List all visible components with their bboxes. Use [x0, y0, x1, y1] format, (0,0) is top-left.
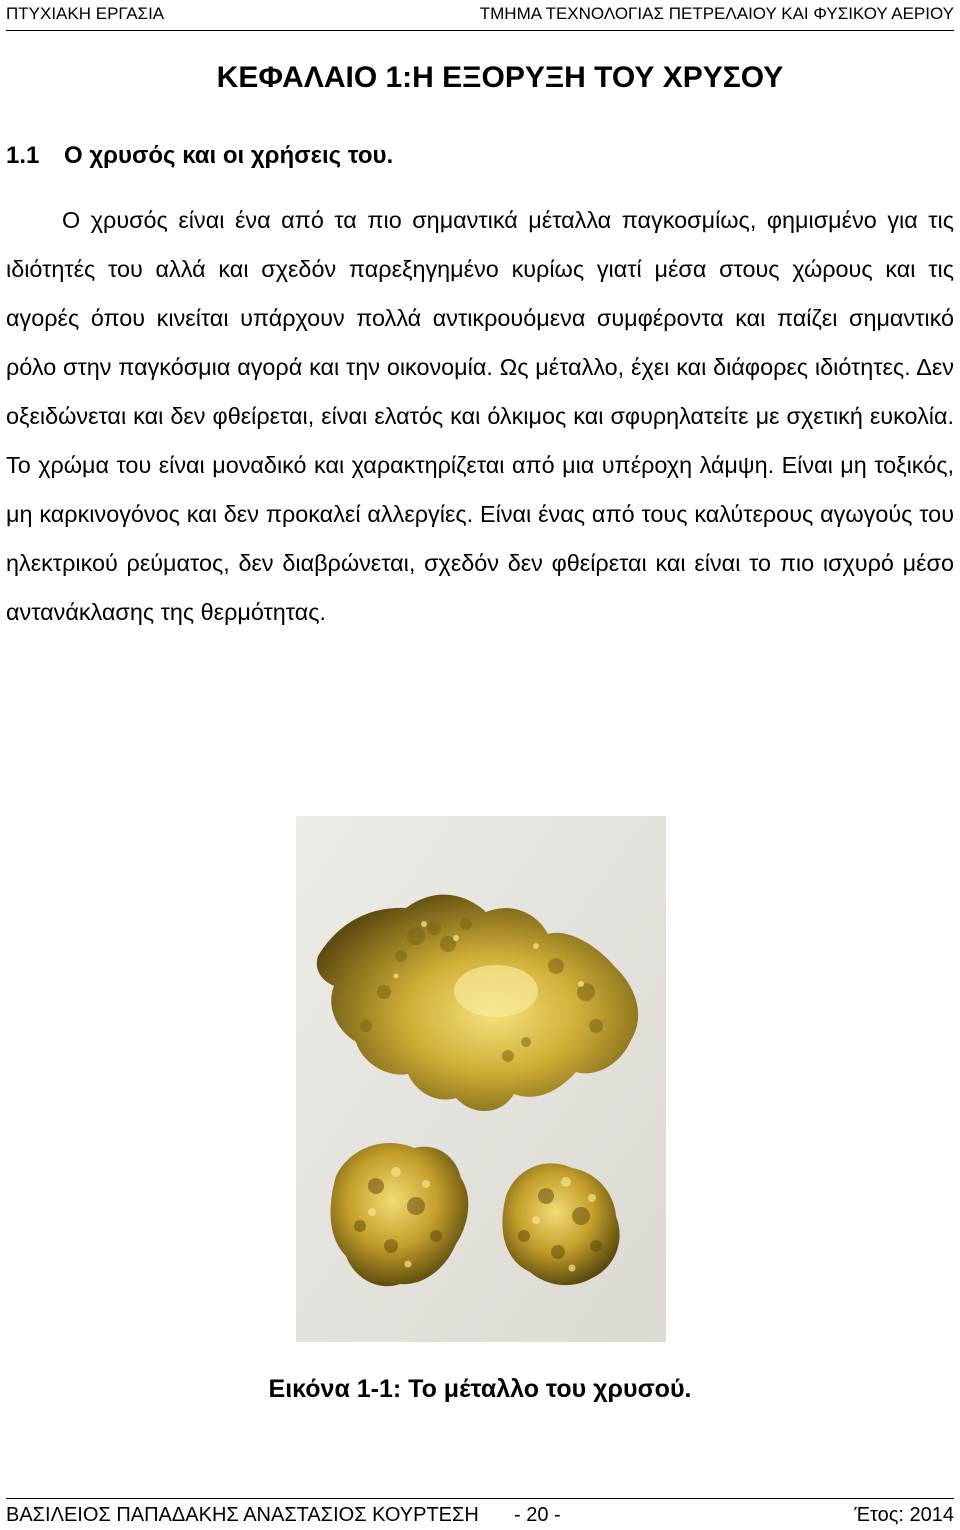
- header-left-text: ΠΤΥΧΙΑΚΗ ΕΡΓΑΣΙΑ: [6, 4, 165, 23]
- page-header: [6, 2, 954, 31]
- section-number: 1.1: [6, 142, 40, 169]
- section-title: Ο χρυσός και οι χρήσεις του.: [64, 142, 394, 169]
- body-paragraph: Ο χρυσός είναι ένα από τα πιο σημαντικά μέταλλα παγκοσμίως, φημισμένο για τις ιδιότητές του αλλά και σχεδόν παρεξηγημένο κυρίως γιατί μέσα στους χώρους και τις αγορές όπου κινείται υπάρχουν πολλά αντικρουόμενα συμφέροντα και παίζει σημαντικό ρόλο στην παγκόσμια αγορά και την οικονομία. Ως μέταλλο, έχει και διάφορες ιδιότητες. Δεν οξειδώνεται και δεν φθείρεται, είναι ελατός και όλκιμος και σφυρηλατείτε με σχετική ευκολία. Το χρώμα του είναι μοναδικό και χαρακτηρίζεται από μια υπέροχη λάμψη. Είναι μη τοξικός, μη καρκινογόνος και δεν προκαλεί αλλεργίες. Είναι ένας από τους καλύτερους αγωγούς του ηλεκτρικού ρεύματος, δεν διαβρώνεται, σχεδόν δεν φθείρεται και είναι το πιο ισχυρό μέσο αντανάκλασης της θερμότητας.: [6, 207, 954, 625]
- section-heading: [6, 140, 393, 172]
- footer-page-number: - 20 -: [514, 1504, 561, 1526]
- footer-year: Έτος: 2014: [854, 1504, 954, 1526]
- page-footer: [6, 1498, 954, 1529]
- figure-caption: Εικόνα 1-1: Το μέταλλο του χρυσού.: [268, 1375, 692, 1403]
- chapter-title: ΚΕΦΑΛΑΙΟ 1:Η ΕΞΟΡΥΞΗ ΤΟΥ ΧΡΥΣΟΥ: [216, 61, 784, 94]
- gold-nuggets-photo: [296, 816, 666, 1342]
- header-right-text: ΤΜΗΜΑ ΤΕΧΝΟΛΟΓΙΑΣ ΠΕΤΡΕΛΑΙΟΥ ΚΑΙ ΦΥΣΙΚΟΥ ΑΕΡΙΟΥ: [479, 4, 954, 23]
- footer-authors: ΒΑΣΙΛΕΙΟΣ ΠΑΠΑΔΑΚΗΣ ΑΝΑΣΤΑΣΙΟΣ ΚΟΥΡΤΕΣΗ: [6, 1504, 479, 1526]
